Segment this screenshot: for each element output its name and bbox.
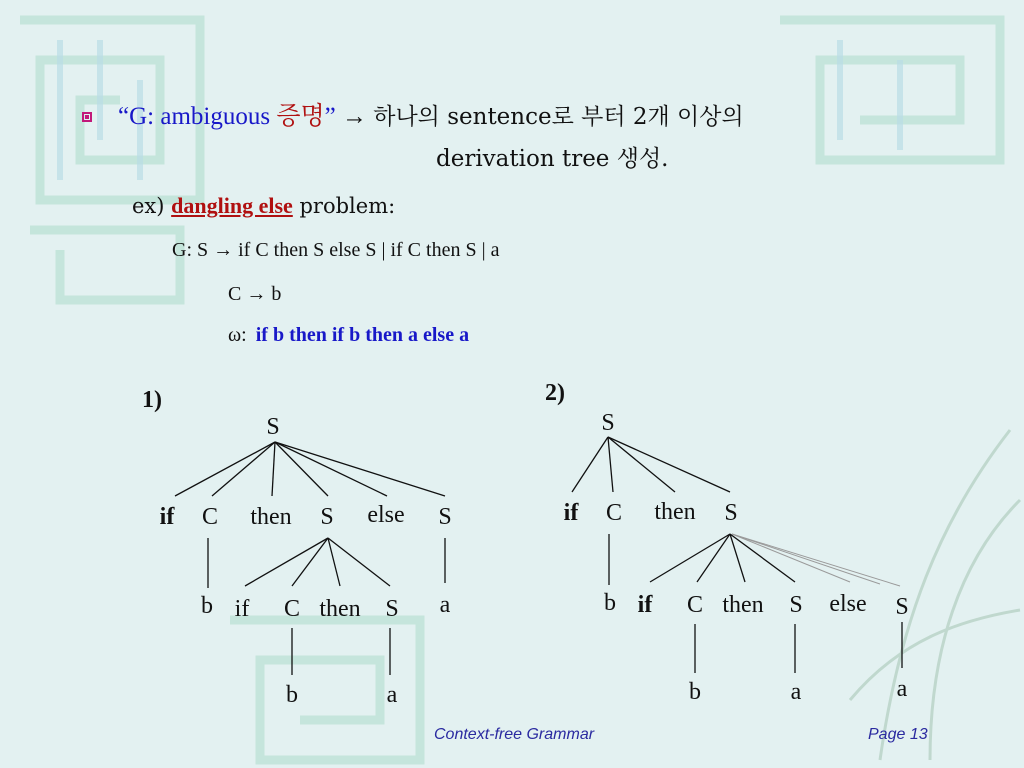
tree2-node: else — [829, 591, 867, 617]
title-korean-proof: 증명 — [276, 103, 325, 130]
footer-title: Context-free Grammar — [434, 726, 595, 743]
dangling-else-term: dangling else — [171, 193, 293, 218]
tree1-node: C — [201, 504, 219, 530]
grammar-g-line: G: S → if C then S else S | if C then S | a — [172, 239, 500, 261]
title-quote-close: ” — [324, 103, 336, 130]
tree1-label: 1) — [142, 387, 162, 413]
tree2-node: b — [604, 590, 616, 616]
tree2-label: 2) — [545, 380, 565, 406]
tree2-node: S — [895, 594, 909, 620]
tree2-node: if — [637, 592, 653, 618]
tree1-node: else — [367, 502, 405, 528]
tree2-node: S — [724, 500, 738, 526]
arrow-symbol: → — [342, 103, 367, 130]
tree2-node: a — [896, 676, 908, 702]
tree1-node: S — [438, 504, 452, 530]
tree1-node: b — [286, 682, 298, 708]
tree2-node: C — [686, 592, 704, 618]
tree2 — [564, 410, 909, 705]
omega-symbol: ω: — [228, 324, 247, 346]
grammar-c-line: C → b — [228, 283, 282, 305]
page-number: Page 13 — [868, 726, 928, 743]
tree2-node: S — [601, 410, 615, 436]
tree2-node: C — [605, 500, 623, 526]
tree1-node: b — [201, 593, 213, 619]
tree1-node: then — [250, 504, 292, 530]
example-suffix: problem: — [299, 194, 396, 218]
tree2-node: then — [722, 592, 764, 618]
tree2-node: then — [654, 499, 696, 525]
tree2-node: if — [563, 500, 579, 526]
tree1-node: if — [234, 596, 250, 622]
omega-string: if b then if b then a else a — [255, 324, 470, 346]
title-quote: “G: ambiguous — [118, 103, 271, 130]
tree1-node: a — [439, 592, 451, 618]
example-prefix: ex) — [132, 194, 165, 218]
tree1-node: S — [385, 596, 399, 622]
tree1-node: S — [266, 414, 280, 440]
title-rest: 하나의 sentence로 부터 2개 이상의 — [373, 104, 744, 130]
tree1-node: a — [386, 682, 398, 708]
tree1-node: S — [320, 504, 334, 530]
tree1-node: then — [319, 596, 361, 622]
tree2-node: a — [790, 679, 802, 705]
tree2-node: b — [689, 679, 701, 705]
tree1-node: C — [283, 596, 301, 622]
tree2-node: S — [789, 592, 803, 618]
title-line-2: derivation tree 생성. — [436, 146, 669, 172]
tree1-node: if — [159, 504, 175, 530]
tree1 — [160, 414, 452, 708]
